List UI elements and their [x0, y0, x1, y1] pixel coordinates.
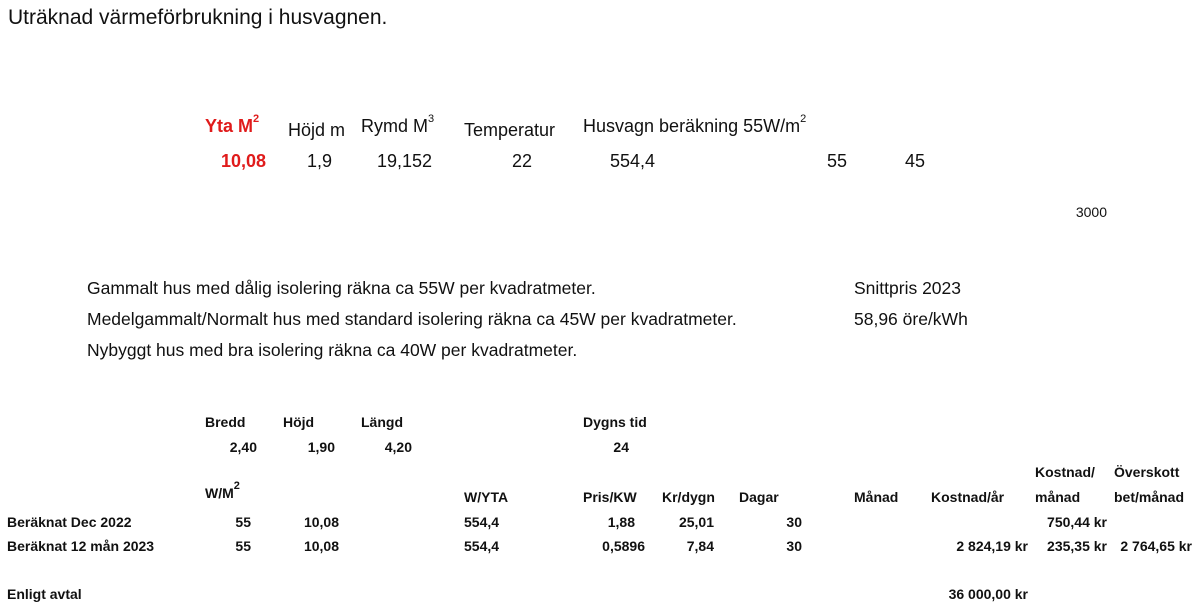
header-husvagn-sup: 2 [800, 113, 807, 125]
value-husvagn: 554,4 [609, 151, 655, 171]
dim-bredd-label: Bredd [205, 414, 246, 430]
avtal-value: 36 000,00 kr [948, 586, 1028, 602]
price-label: Snittpris 2023 [854, 278, 962, 298]
col-pris-header: Pris/KW [583, 489, 637, 505]
header-rymd-sup: 3 [428, 113, 435, 125]
row-dagar: 30 [786, 538, 802, 554]
row-krdygn: 7,84 [686, 538, 714, 554]
dim-dygns-value: 24 [613, 439, 629, 455]
value-yta: 10,08 [220, 151, 266, 171]
value-rymd: 19,152 [376, 151, 432, 171]
col-krdygn-header: Kr/dygn [662, 489, 715, 505]
col-dagar-header: Dagar [739, 489, 779, 505]
row-yta: 10,08 [303, 538, 339, 554]
row-kostnad-ar: 2 824,19 kr [956, 538, 1028, 554]
page-title: Uträknad värmeförbrukning i husvagnen. [8, 6, 388, 29]
dim-hojd-label: Höjd [283, 414, 315, 430]
dim-langd-label: Längd [361, 414, 403, 430]
dim-langd-value: 4,20 [384, 439, 412, 455]
note-new-house: Nybyggt hus med bra isolering räkna ca 40W per kvadratmeter. [87, 340, 578, 360]
col-wyta-header: W/YTA [464, 489, 509, 505]
value-extra-45: 45 [904, 151, 925, 171]
value-hojd: 1,9 [306, 151, 332, 171]
value-extra-55: 55 [826, 151, 847, 171]
header-husvagn-label: Husvagn beräkning 55W/m [583, 116, 801, 136]
row-yta: 10,08 [303, 514, 339, 530]
header-rymd-label: Rymd M [361, 116, 428, 136]
row-dagar: 30 [786, 514, 802, 530]
loose-value: 3000 [1075, 204, 1107, 220]
avtal-label: Enligt avtal [7, 586, 82, 602]
dim-bredd-value: 2,40 [229, 439, 257, 455]
dim-hojd-value: 1,90 [307, 439, 335, 455]
row-krdygn: 25,01 [678, 514, 714, 530]
row-label: Beräknat 12 mån 2023 [7, 538, 155, 554]
value-temperatur: 22 [511, 151, 532, 171]
price-value: 58,96 öre/kWh [854, 309, 968, 329]
note-normal-house: Medelgammalt/Normalt hus med standard isolering räkna ca 45W per kvadratmeter. [87, 309, 737, 329]
row-pris: 1,88 [607, 514, 635, 530]
header-yta [205, 113, 260, 137]
row-label: Beräknat Dec 2022 [7, 514, 132, 530]
col-kostnad-ar-header: Kostnad/år [931, 489, 1005, 505]
row-kostnad-manad: 235,35 kr [1047, 538, 1107, 554]
col-manad-header: Månad [854, 489, 899, 505]
col-wm2-sup: 2 [233, 480, 240, 493]
col-wm2-label: W/M [205, 485, 234, 501]
col-kostnad-manad-header-1: Kostnad/ [1035, 464, 1095, 480]
header-yta-label: Yta M [205, 116, 254, 136]
col-wm2-header [205, 480, 240, 501]
row-wm2: 55 [235, 514, 251, 530]
dim-dygns-label: Dygns tid [583, 414, 647, 430]
header-hojd: Höjd m [288, 120, 346, 140]
row-overskott: 2 764,65 kr [1120, 538, 1192, 554]
header-rymd [361, 113, 435, 137]
col-kostnad-manad-header-2: månad [1035, 489, 1081, 505]
header-yta-sup: 2 [253, 113, 260, 125]
col-overskott-header-2: bet/månad [1114, 489, 1185, 505]
row-kostnad-manad: 750,44 kr [1047, 514, 1107, 530]
row-pris: 0,5896 [602, 538, 645, 554]
header-temperatur: Temperatur [464, 120, 556, 140]
col-overskott-header-1: Överskott [1114, 464, 1180, 480]
row-wyta: 554,4 [464, 514, 500, 530]
header-husvagn [583, 113, 807, 137]
note-old-house: Gammalt hus med dålig isolering räkna ca 55W per kvadratmeter. [87, 278, 596, 298]
row-wyta: 554,4 [464, 538, 500, 554]
row-wm2: 55 [235, 538, 251, 554]
